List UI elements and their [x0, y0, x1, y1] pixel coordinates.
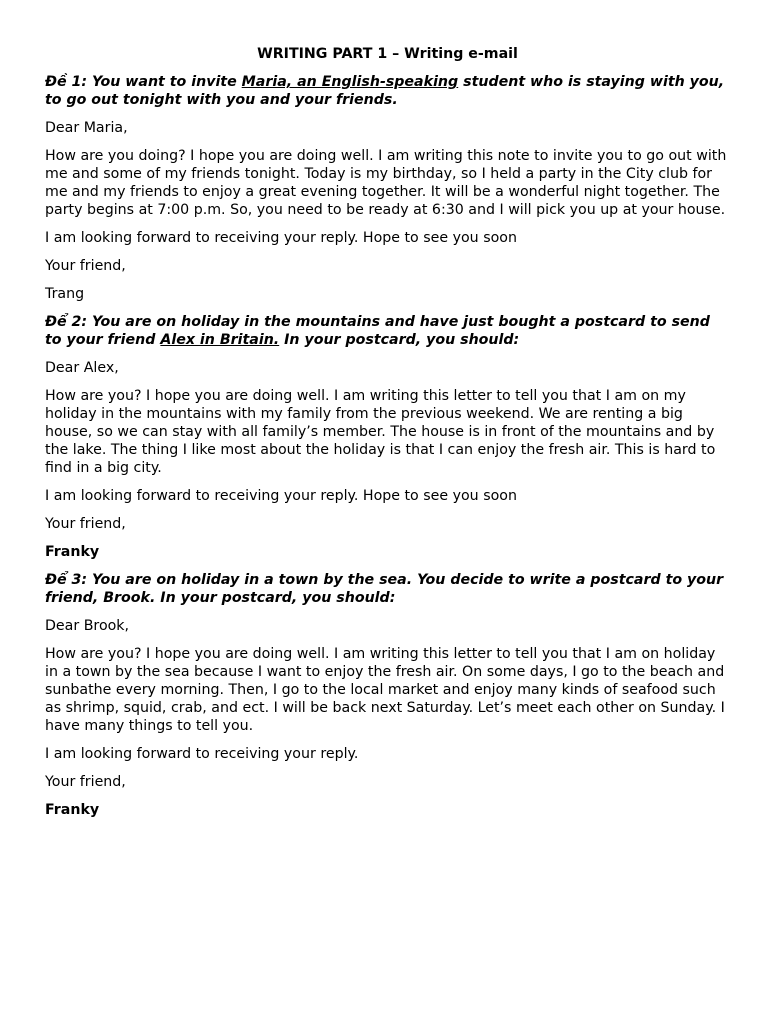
task-3-body: How are you? I hope you are doing well. I am writing this letter to tell you that I am on holiday in a town by the sea because I want to enjoy the fresh air. On some days, I go to the beach and sunbathe every morning. Then, I go to the local market and enjoy many kinds of seafood such as shrimp, squid, crab, and ect. I will be back next Saturday. Let’s meet each other on Sunday. I have many things to tell you. — [45, 646, 725, 734]
task-1-greeting: Dear Maria, — [45, 120, 128, 136]
task-1-signoff: Your friend, — [45, 258, 126, 274]
task-1-prompt-lead: Đề 1: You want to invite — [45, 74, 242, 90]
task-3-signature: Franky — [45, 802, 100, 818]
task-2-signature: Franky — [45, 544, 100, 560]
task-2-prompt-underlined: Alex in Britain. — [160, 332, 280, 348]
task-2-prompt-lead: Để 2: You are on holiday in the mountains and have just bought a postcard to send to your friend — [45, 314, 710, 348]
task-2-prompt-tail: In your postcard, you should: — [279, 332, 520, 348]
task-2-signoff: Your friend, — [45, 516, 126, 532]
task-1-prompt — [45, 73, 730, 109]
task-3-prompt: Để 3: You are on holiday in a town by the sea. You decide to write a postcard to your friend, Brook. In your postcard, you should: — [45, 572, 724, 606]
document-title: WRITING PART 1 – Writing e-mail — [257, 46, 518, 62]
task-1-body: How are you doing? I hope you are doing well. I am writing this note to invite you to go out with me and some of my friends tonight. Today is my birthday, so I held a party in the City club for me and my friends to enjoy a great evening together. It will be a wonderful night together. The party begins at 7:00 p.m. So, you need to be ready at 6:30 and I will pick you up at your house. — [45, 148, 727, 218]
task-1-closing: I am looking forward to receiving your reply. Hope to see you soon — [45, 230, 517, 246]
task-3-signoff: Your friend, — [45, 774, 126, 790]
task-1-prompt-underlined: Maria, an English-speaking — [241, 74, 459, 90]
task-2-prompt — [45, 313, 730, 349]
task-3-closing: I am looking forward to receiving your reply. — [45, 746, 359, 762]
task-2-closing: I am looking forward to receiving your reply. Hope to see you soon — [45, 488, 517, 504]
task-3 — [45, 571, 730, 819]
document-page — [45, 45, 730, 829]
task-1-prompt-tail: student who is staying with you, to go out tonight with you and your friends. — [45, 74, 725, 108]
task-1 — [45, 73, 730, 303]
task-1-signature: Trang — [45, 286, 85, 302]
task-2-body: How are you? I hope you are doing well. I am writing this letter to tell you that I am on my holiday in the mountains with my family from the previous weekend. We are renting a big house, so we can stay with all family’s member. The house is in front of the mountains and by the lake. The thing I like most about the holiday is that I can enjoy the fresh air. This is hard to find in a big city. — [45, 388, 716, 476]
task-2-greeting: Dear Alex, — [45, 360, 119, 376]
task-3-greeting: Dear Brook, — [45, 618, 130, 634]
task-2 — [45, 313, 730, 561]
